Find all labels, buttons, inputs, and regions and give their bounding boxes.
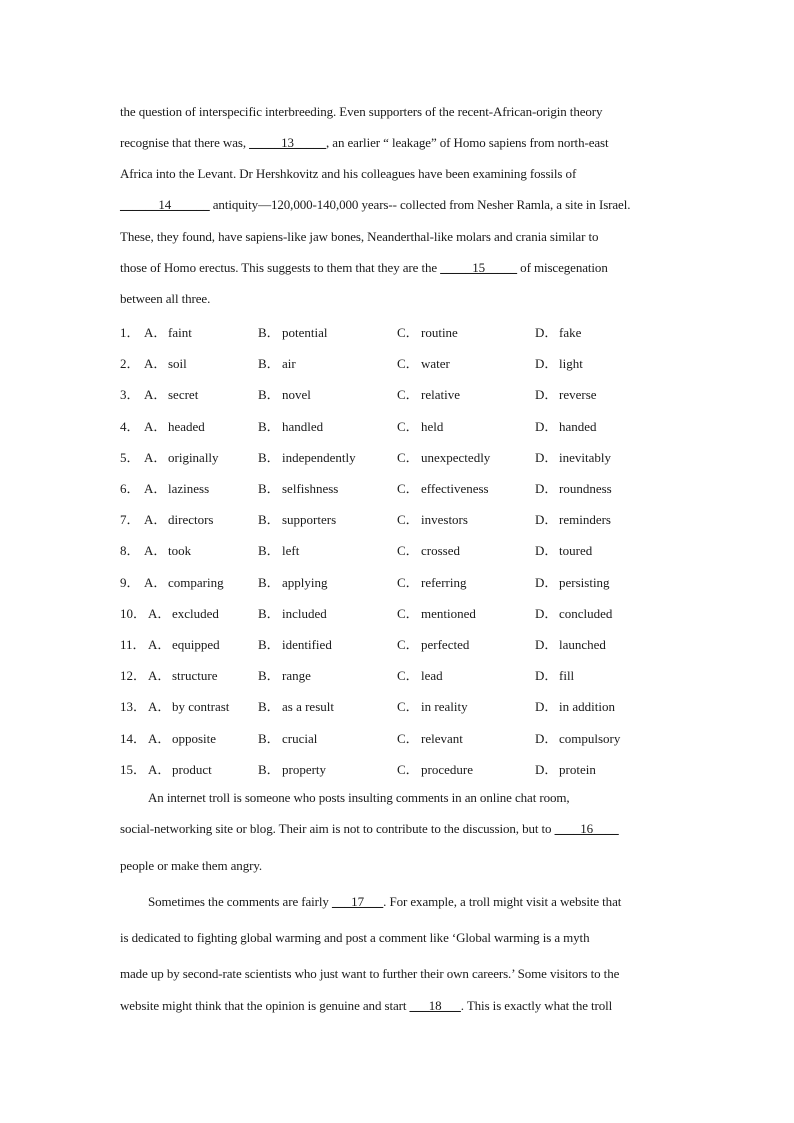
option-c: [397, 384, 460, 403]
option-a: [148, 696, 229, 715]
option-c: [397, 540, 460, 559]
option-d: [535, 603, 612, 622]
option-text: fake: [559, 325, 582, 340]
option-text: light: [559, 356, 583, 371]
option-b: [258, 572, 328, 591]
option-a: [148, 728, 216, 747]
passage2-line-3: people or make them angry.: [120, 858, 263, 873]
option-text: included: [282, 606, 327, 621]
option-text: procedure: [421, 762, 473, 777]
option-letter: A．: [144, 575, 167, 590]
option-b: [258, 540, 299, 559]
option-letter: D．: [535, 325, 558, 340]
question-number: 7．: [120, 512, 140, 527]
option-text: relevant: [421, 731, 463, 746]
question-row: [120, 634, 680, 652]
option-text: launched: [559, 637, 606, 652]
option-a: [144, 384, 198, 403]
question-row: [120, 572, 680, 590]
option-text: headed: [168, 419, 205, 434]
option-letter: C．: [397, 731, 419, 746]
option-text: air: [282, 356, 296, 371]
option-letter: A．: [144, 481, 167, 496]
option-text: crossed: [421, 543, 460, 558]
option-letter: B．: [258, 481, 280, 496]
passage2-line-7-pre: website might think that the opinion is genuine and start: [120, 998, 410, 1013]
option-text: selfishness: [282, 481, 339, 496]
option-b: [258, 416, 323, 435]
option-d: [535, 447, 611, 466]
option-letter: D．: [535, 575, 558, 590]
option-b: [258, 353, 296, 372]
option-a: [144, 572, 224, 591]
option-text: supporters: [282, 512, 337, 527]
option-text: opposite: [172, 731, 217, 746]
option-letter: A．: [148, 731, 171, 746]
question-row: [120, 447, 680, 465]
option-letter: B．: [258, 637, 280, 652]
question-number: 5．: [120, 450, 140, 465]
question-number: 6．: [120, 481, 140, 496]
option-text: unexpectedly: [421, 450, 491, 465]
option-text: range: [282, 668, 311, 683]
option-c: [397, 416, 443, 435]
option-text: novel: [282, 387, 311, 402]
option-d: [535, 353, 583, 372]
question-number: 3．: [120, 387, 140, 402]
passage2-line-7-post: . This is exactly what the troll: [460, 998, 613, 1013]
passage1-line-6-post: of miscegenation: [517, 260, 608, 275]
option-c: [397, 728, 463, 747]
option-b: [258, 322, 328, 341]
option-letter: A．: [148, 606, 171, 621]
passage2-line-4: [148, 894, 621, 910]
question-number: 11．: [120, 637, 146, 652]
passage1-line-2-pre: recognise that there was,: [120, 135, 250, 150]
question-number: 12．: [120, 668, 147, 683]
question-number: 9．: [120, 575, 140, 590]
option-a: [144, 540, 191, 559]
option-text: referring: [421, 575, 467, 590]
option-letter: A．: [144, 512, 167, 527]
option-letter: C．: [397, 575, 419, 590]
option-text: persisting: [559, 575, 610, 590]
option-d: [535, 509, 611, 528]
option-b: [258, 728, 317, 747]
option-text: lead: [421, 668, 443, 683]
blank-14: ______14______: [120, 197, 210, 212]
option-letter: A．: [144, 325, 167, 340]
option-text: toured: [559, 543, 593, 558]
option-b: [258, 509, 336, 528]
option-text: faint: [168, 325, 192, 340]
option-text: protein: [559, 762, 596, 777]
option-text: investors: [421, 512, 468, 527]
option-letter: A．: [148, 762, 171, 777]
blank-17: ___17___: [331, 894, 384, 909]
option-text: originally: [168, 450, 219, 465]
option-letter: A．: [148, 699, 171, 714]
option-text: mentioned: [421, 606, 476, 621]
question-row: [120, 696, 680, 714]
option-text: in addition: [559, 699, 615, 714]
option-text: identified: [282, 637, 332, 652]
question-number: 10．: [120, 606, 147, 621]
option-a: [144, 447, 219, 466]
passage2-line-7: [120, 998, 612, 1014]
option-text: soil: [168, 356, 187, 371]
option-letter: C．: [397, 387, 419, 402]
option-letter: C．: [397, 450, 419, 465]
passage1-line-3: Africa into the Levant. Dr Hershkovitz and his colleagues have been examining fossils of: [120, 166, 577, 181]
question-number: 8．: [120, 543, 140, 558]
option-letter: B．: [258, 387, 280, 402]
passage1-line-2: [120, 135, 609, 151]
option-letter: C．: [397, 543, 419, 558]
option-text: directors: [168, 512, 214, 527]
option-letter: A．: [144, 419, 167, 434]
option-text: inevitably: [559, 450, 611, 465]
option-text: reminders: [559, 512, 611, 527]
question-row: [120, 353, 680, 371]
option-letter: B．: [258, 699, 280, 714]
passage2-line-2: [120, 821, 619, 837]
option-letter: B．: [258, 512, 280, 527]
option-b: [258, 478, 338, 497]
option-text: independently: [282, 450, 356, 465]
option-d: [535, 540, 592, 559]
option-letter: B．: [258, 419, 280, 434]
passage1-line-4: [120, 197, 630, 213]
option-letter: A．: [148, 668, 171, 683]
option-letter: A．: [144, 450, 167, 465]
option-a: [148, 603, 219, 622]
passage2-line-5: is dedicated to fighting global warming and post a comment like ‘Global warming is a myth: [120, 930, 590, 945]
option-c: [397, 478, 489, 497]
option-c: [397, 696, 468, 715]
option-d: [535, 478, 612, 497]
question-number: 15．: [120, 762, 147, 777]
option-letter: C．: [397, 419, 419, 434]
option-a: [148, 759, 212, 778]
question-row: [120, 603, 680, 621]
option-letter: D．: [535, 699, 558, 714]
option-c: [397, 665, 443, 684]
option-text: by contrast: [172, 699, 230, 714]
option-b: [258, 603, 327, 622]
option-text: water: [421, 356, 450, 371]
option-text: roundness: [559, 481, 612, 496]
option-text: product: [172, 762, 212, 777]
option-b: [258, 447, 356, 466]
option-d: [535, 728, 620, 747]
option-a: [144, 322, 192, 341]
option-d: [535, 665, 574, 684]
option-text: fill: [559, 668, 575, 683]
blank-15: _____15_____: [440, 260, 518, 275]
option-letter: D．: [535, 731, 558, 746]
option-b: [258, 384, 311, 403]
option-text: relative: [421, 387, 460, 402]
option-text: compulsory: [559, 731, 621, 746]
option-c: [397, 509, 468, 528]
option-c: [397, 572, 466, 591]
option-letter: C．: [397, 699, 419, 714]
option-d: [535, 572, 610, 591]
option-letter: D．: [535, 450, 558, 465]
question-number: 1．: [120, 325, 140, 340]
question-row: [120, 540, 680, 558]
option-text: reverse: [559, 387, 597, 402]
option-letter: C．: [397, 481, 419, 496]
option-c: [397, 634, 469, 653]
passage1-line-4-post: antiquity—120,000-140,000 years-- collected from Nesher Ramla, a site in Israel.: [209, 197, 631, 212]
option-text: potential: [282, 325, 328, 340]
option-text: as a result: [282, 699, 334, 714]
option-d: [535, 759, 596, 778]
option-a: [148, 665, 217, 684]
option-letter: C．: [397, 512, 419, 527]
option-letter: D．: [535, 419, 558, 434]
option-d: [535, 384, 597, 403]
option-text: excluded: [172, 606, 219, 621]
option-letter: B．: [258, 575, 280, 590]
option-c: [397, 447, 490, 466]
option-d: [535, 322, 581, 341]
blank-13: _____13_____: [249, 135, 326, 150]
option-letter: D．: [535, 637, 558, 652]
option-a: [144, 416, 205, 435]
option-b: [258, 634, 332, 653]
option-letter: D．: [535, 606, 558, 621]
option-a: [144, 478, 209, 497]
passage2-line-1: An internet troll is someone who posts insulting comments in an online chat room,: [148, 790, 570, 805]
question-row: [120, 509, 680, 527]
option-letter: A．: [144, 387, 167, 402]
option-letter: B．: [258, 356, 280, 371]
passage1-line-7: between all three.: [120, 291, 211, 306]
passage2-line-4-post: . For example, a troll might visit a website that: [383, 894, 622, 909]
option-letter: A．: [144, 543, 167, 558]
option-letter: B．: [258, 731, 280, 746]
option-text: crucial: [282, 731, 318, 746]
option-text: concluded: [559, 606, 613, 621]
option-letter: D．: [535, 387, 558, 402]
option-text: equipped: [172, 637, 220, 652]
passage1-line-6: [120, 260, 608, 276]
option-letter: C．: [397, 356, 419, 371]
option-text: in reality: [421, 699, 468, 714]
option-text: property: [282, 762, 327, 777]
option-text: handled: [282, 419, 324, 434]
option-d: [535, 416, 597, 435]
option-letter: C．: [397, 762, 419, 777]
question-row: [120, 384, 680, 402]
question-row: [120, 728, 680, 746]
question-row: [120, 478, 680, 496]
option-text: routine: [421, 325, 458, 340]
option-a: [144, 509, 213, 528]
question-row: [120, 322, 680, 340]
passage1-line-1: the question of interspecific interbreeding. Even supporters of the recent-African-origin theory: [120, 104, 603, 119]
option-text: took: [168, 543, 192, 558]
question-number: 2．: [120, 356, 140, 371]
option-c: [397, 759, 473, 778]
option-d: [535, 634, 606, 653]
option-d: [535, 696, 615, 715]
question-number: 13．: [120, 699, 147, 714]
question-row: [120, 665, 680, 683]
option-a: [148, 634, 220, 653]
option-letter: B．: [258, 668, 280, 683]
option-letter: C．: [397, 606, 419, 621]
question-row: [120, 416, 680, 434]
option-letter: D．: [535, 481, 558, 496]
option-letter: B．: [258, 606, 280, 621]
option-text: handed: [559, 419, 597, 434]
option-c: [397, 322, 458, 341]
option-b: [258, 759, 326, 778]
option-letter: C．: [397, 325, 419, 340]
option-text: structure: [172, 668, 218, 683]
option-b: [258, 665, 311, 684]
question-row: [120, 759, 680, 777]
option-letter: A．: [148, 637, 171, 652]
option-letter: B．: [258, 450, 280, 465]
passage1-line-2-post: , an earlier “ leakage” of Homo sapiens from north-east: [325, 135, 609, 150]
passage1-line-6-pre: those of Homo erectus. This suggests to them that they are the: [120, 260, 441, 275]
option-text: perfected: [421, 637, 470, 652]
option-text: secret: [168, 387, 199, 402]
option-letter: B．: [258, 325, 280, 340]
blank-16: ____16____: [554, 821, 619, 836]
question-number: 4．: [120, 419, 140, 434]
passage1-line-5: These, they found, have sapiens-like jaw bones, Neanderthal-like molars and crania similar to: [120, 229, 599, 244]
question-number: 14．: [120, 731, 147, 746]
passage2-line-6: made up by second-rate scientists who just want to further their own careers.’ Some visitors to the: [120, 966, 620, 981]
option-text: comparing: [168, 575, 224, 590]
option-a: [144, 353, 187, 372]
option-letter: C．: [397, 637, 419, 652]
option-letter: D．: [535, 668, 558, 683]
passage2-line-4-pre: Sometimes the comments are fairly: [148, 894, 332, 909]
option-text: left: [282, 543, 300, 558]
option-letter: A．: [144, 356, 167, 371]
option-text: applying: [282, 575, 328, 590]
option-text: effectiveness: [421, 481, 489, 496]
option-c: [397, 603, 476, 622]
option-text: laziness: [168, 481, 210, 496]
option-letter: D．: [535, 543, 558, 558]
option-letter: D．: [535, 762, 558, 777]
option-letter: C．: [397, 668, 419, 683]
option-c: [397, 353, 450, 372]
option-letter: B．: [258, 762, 280, 777]
option-letter: D．: [535, 356, 558, 371]
option-b: [258, 696, 334, 715]
blank-18: ___18___: [409, 998, 461, 1013]
option-letter: B．: [258, 543, 280, 558]
option-text: held: [421, 419, 444, 434]
option-letter: D．: [535, 512, 558, 527]
passage2-line-2-pre: social-networking site or blog. Their aim is not to contribute to the discussion, but to: [120, 821, 555, 836]
